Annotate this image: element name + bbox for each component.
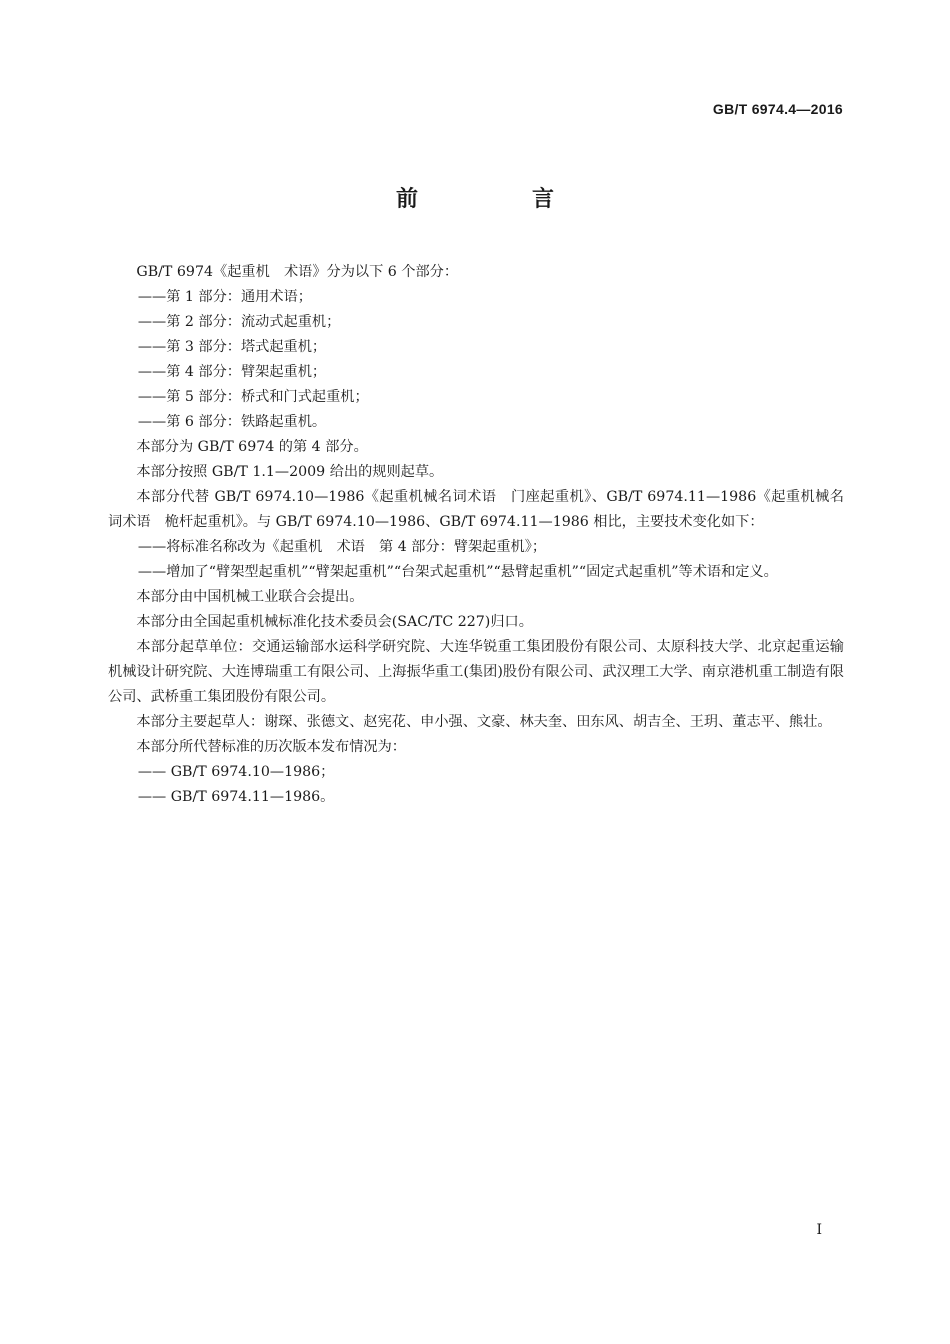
- list-item: ——第 3 部分：塔式起重机；: [137, 339, 327, 355]
- page-title: 前 言: [395, 187, 600, 212]
- paragraph: 本部分主要起草人：谢琛、张德文、赵宪花、申小强、文豪、林夫奎、田东风、胡吉全、王玥、董志平、熊壮。: [136, 714, 832, 730]
- list-item: ——增加了“臂架型起重机”“臂架起重机”“台架式起重机”“悬臂起重机”“固定式起重机”等术语和定义。: [137, 564, 778, 580]
- list-item: ——第 6 部分：铁路起重机。: [137, 414, 327, 430]
- list-item: —— GB/T 6974.10—1986；: [137, 764, 335, 780]
- paragraph: 本部分为 GB/T 6974 的第 4 部分。: [136, 439, 368, 455]
- paragraph: 本部分由中国机械工业联合会提出。: [136, 589, 364, 605]
- paragraph: 本部分代替 GB/T 6974.10—1986《起重机械名词术语 门座起重机》、GB/T 6974.11—1986《起重机械名词术语 桅杆起重机》。与 GB/T 6974.10—1986、GB/T 6974.11—1986 相比，主要技术变化如下：: [108, 489, 844, 530]
- list-item: ——第 1 部分：通用术语；: [137, 289, 312, 305]
- page-number: I: [816, 1222, 822, 1238]
- standard-code: GB/T 6974.4—2016: [712, 101, 843, 117]
- list-item: —— GB/T 6974.11—1986。: [137, 789, 335, 805]
- list-item: ——第 2 部分：流动式起重机；: [137, 314, 341, 330]
- list-item: ——将标准名称改为《起重机 术语 第 4 部分：臂架起重机》；: [137, 539, 547, 555]
- paragraph: GB/T 6974《起重机 术语》分为以下 6 个部分：: [136, 264, 459, 280]
- list-item: ——第 4 部分：臂架起重机；: [137, 364, 327, 380]
- paragraph: 本部分按照 GB/T 1.1—2009 给出的规则起草。: [136, 464, 444, 480]
- paragraph: 本部分起草单位：交通运输部水运科学研究院、大连华锐重工集团股份有限公司、太原科技大学、北京起重运输机械设计研究院、大连博瑞重工有限公司、上海振华重工(集团)股份有限公司、武汉理工大学、南京港机重工制造有限公司、武桥重工集团股份有限公司。: [108, 639, 844, 705]
- paragraph: 本部分由全国起重机械标准化技术委员会(SAC/TC 227)归口。: [136, 614, 533, 630]
- paragraph: 本部分所代替标准的历次版本发布情况为：: [136, 739, 406, 755]
- document-body: [108, 260, 844, 810]
- list-item: ——第 5 部分：桥式和门式起重机；: [137, 389, 369, 405]
